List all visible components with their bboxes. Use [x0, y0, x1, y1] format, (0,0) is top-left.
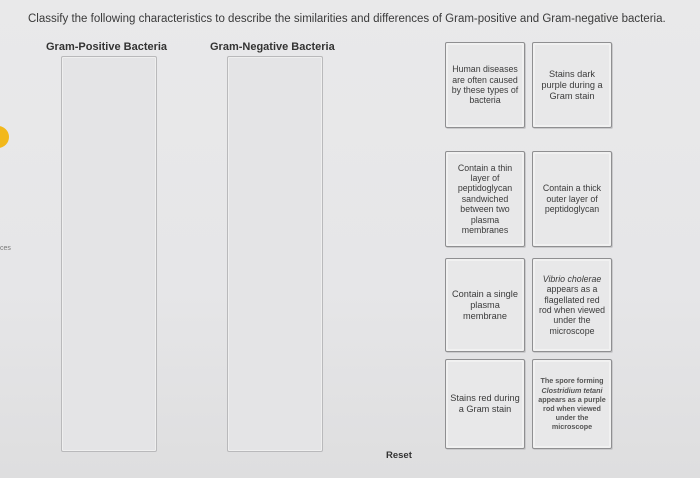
drop-zone-gram-negative[interactable]	[227, 56, 323, 452]
card-label-rest: appears as a purple rod when viewed under the microscope	[538, 394, 606, 432]
instruction-text: Classify the following characteristics to describe the similarities and differences of Gram-positive and Gram-negative bacteria.	[28, 13, 666, 25]
card-label: Contain a thin layer of peptidoglycan sandwiched between two plasma membranes	[457, 162, 513, 236]
card-single-plasma-membrane[interactable]	[445, 258, 525, 352]
reset-button[interactable]: Reset	[386, 450, 412, 461]
card-thin-peptidoglycan[interactable]	[445, 151, 525, 247]
card-vibrio-cholerae[interactable]	[532, 258, 612, 352]
card-label-pre: The spore forming	[540, 376, 604, 386]
column-header-gram-positive: Gram-Positive Bacteria	[46, 41, 168, 53]
card-label: Human diseases are often caused by these types of bacteria	[451, 64, 519, 106]
drop-zone-gram-positive[interactable]	[61, 56, 157, 452]
card-human-diseases[interactable]	[445, 42, 525, 128]
card-clostridium-tetani[interactable]	[532, 359, 612, 449]
card-stains-red[interactable]	[445, 359, 525, 449]
card-label	[537, 274, 607, 336]
card-label	[537, 376, 607, 431]
card-thick-peptidoglycan[interactable]	[532, 151, 612, 247]
card-label-rest: appears as a flagellated red rod when viewed under the microscope	[538, 284, 605, 336]
card-label-italic: Vibrio cholerae	[542, 273, 602, 284]
card-stains-dark-purple[interactable]	[532, 42, 612, 128]
card-label: Stains dark purple during a Gram stain	[541, 68, 603, 101]
card-label: Stains red during a Gram stain	[450, 393, 520, 414]
card-label: Contain a thick outer layer of peptidoglycan	[542, 183, 602, 215]
card-label: Contain a single plasma membrane	[452, 288, 518, 321]
column-header-gram-negative: Gram-Negative Bacteria	[210, 41, 335, 53]
side-accent-tab[interactable]	[0, 126, 9, 148]
side-stub-text: ces	[0, 245, 11, 252]
card-label-italic: Clostridium tetani	[541, 385, 603, 395]
